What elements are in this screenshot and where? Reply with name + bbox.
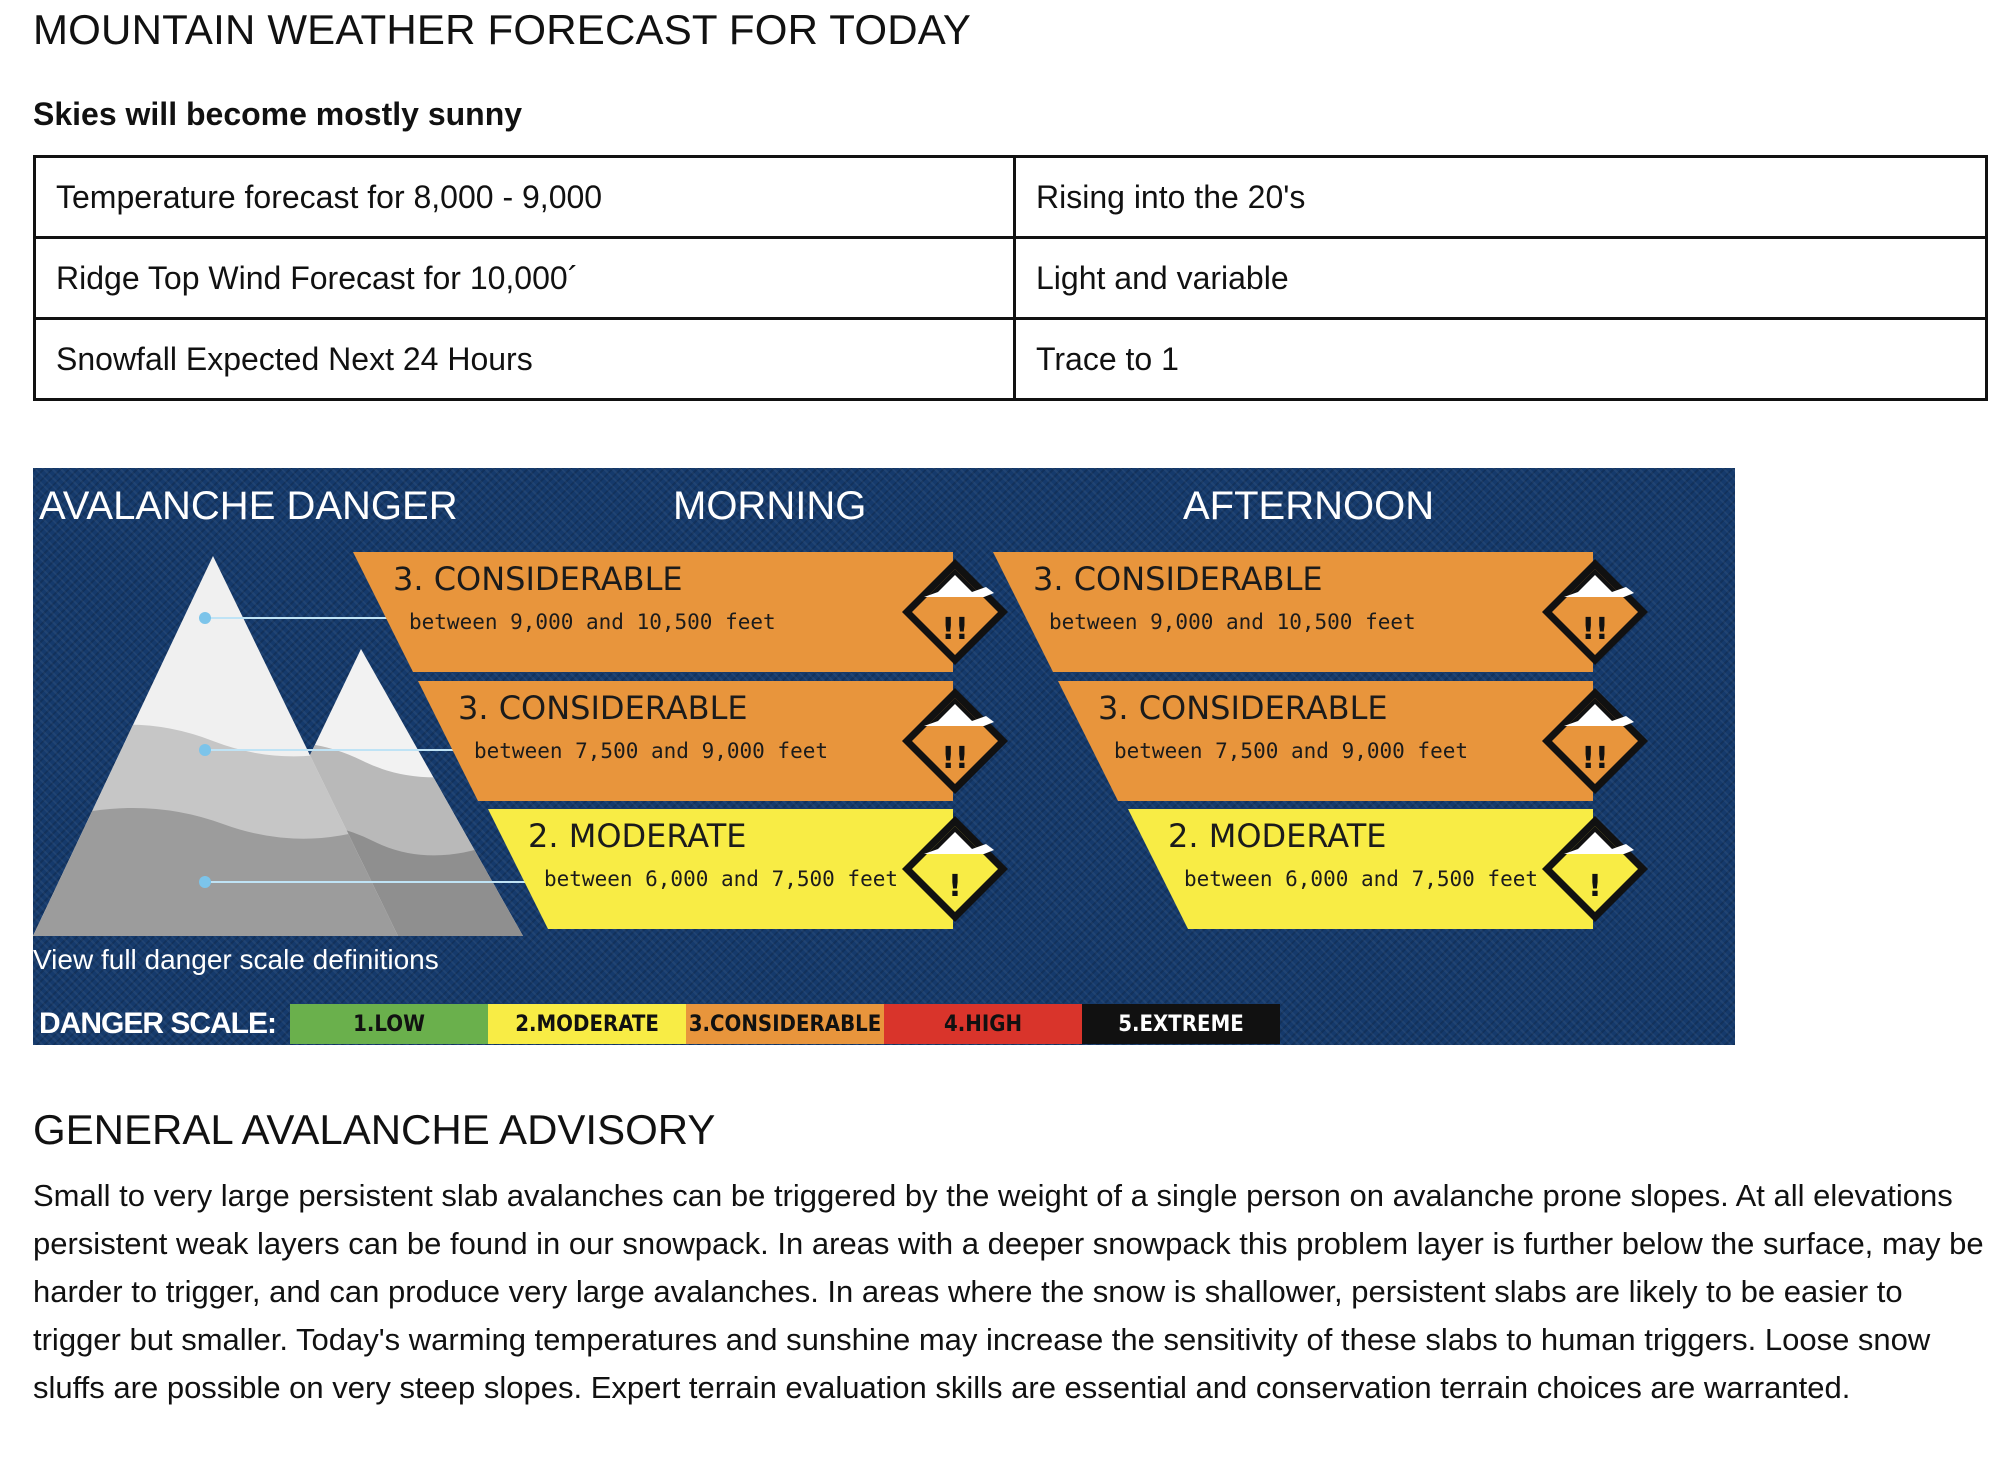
weather-table <box>33 155 1988 401</box>
danger-rating: 2. MODERATE <box>1168 817 1387 855</box>
danger-scale-label: DANGER SCALE: <box>39 1007 277 1040</box>
considerable-danger-icon <box>1540 557 1650 667</box>
svg-text:!!: !! <box>1581 612 1609 647</box>
danger-scale-link[interactable]: View full danger scale definitions <box>33 944 439 975</box>
morning-level-lower <box>488 809 1048 929</box>
danger-rating: 3. CONSIDERABLE <box>393 560 683 598</box>
advisory-text: Small to very large persistent slab avalanches can be triggered by the weight of a single person on avalanche prone slopes. At all elevations persistent weak layers can be found in our snowpack. In areas with a deeper snowpack this problem layer is further below the surface, may be harder to trigger, and can produce very large avalanches. In areas where the snow is shallower, persistent slabs are likely to be easier to trigger but smaller. Today's warming temperatures and sunshine may increase the sensitivity of these slabs to human triggers. Loose snow sluffs are possible on very steep slopes. Expert terrain evaluation skills are essential and conservation terrain choices are warranted. <box>33 1178 1984 1405</box>
weather-label: Ridge Top Wind Forecast for 10,000´ <box>35 238 1015 319</box>
danger-rating: 3. CONSIDERABLE <box>1098 689 1388 727</box>
scale-considerable: 3.CONSIDERABLE <box>686 1004 884 1044</box>
table-row <box>35 238 1987 319</box>
elevation-range: between 6,000 and 7,500 feet <box>544 867 899 891</box>
danger-rating: 2. MODERATE <box>528 817 747 855</box>
danger-rating: 3. CONSIDERABLE <box>458 689 748 727</box>
scale-low: 1.LOW <box>290 1004 488 1044</box>
danger-scale <box>33 1004 1280 1044</box>
avalanche-danger-banner <box>33 468 1735 1045</box>
table-row <box>35 157 1987 238</box>
afternoon-level-upper <box>993 552 1693 672</box>
morning-level-middle <box>418 681 1018 801</box>
scale-high: 4.HIGH <box>884 1004 1082 1044</box>
scale-moderate: 2.MODERATE <box>488 1004 686 1044</box>
svg-text:!: ! <box>948 869 962 904</box>
considerable-danger-icon <box>900 686 1010 796</box>
considerable-danger-icon <box>1540 686 1650 796</box>
table-row <box>35 319 1987 400</box>
weather-label: Snowfall Expected Next 24 Hours <box>35 319 1015 400</box>
svg-text:!!: !! <box>941 741 969 776</box>
advisory-title: GENERAL AVALANCHE ADVISORY <box>33 1106 716 1153</box>
afternoon-level-lower <box>1128 809 1708 929</box>
elevation-range: between 7,500 and 9,000 feet <box>1114 739 1469 763</box>
weather-value: Rising into the 20's <box>1015 157 1987 238</box>
afternoon-label: AFTERNOON <box>1183 484 1435 528</box>
svg-text:!!: !! <box>1581 741 1609 776</box>
danger-title: AVALANCHE DANGER <box>39 484 458 528</box>
svg-text:!: ! <box>1588 869 1602 904</box>
morning-level-upper <box>353 552 1013 672</box>
moderate-danger-icon <box>900 814 1010 924</box>
elevation-range: between 9,000 and 10,500 feet <box>409 610 776 634</box>
afternoon-level-middle <box>1058 681 1698 801</box>
scale-extreme: 5.EXTREME <box>1082 1004 1280 1044</box>
elevation-range: between 7,500 and 9,000 feet <box>474 739 829 763</box>
moderate-danger-icon <box>1540 814 1650 924</box>
weather-title: MOUNTAIN WEATHER FORECAST FOR TODAY <box>33 6 972 53</box>
elevation-range: between 9,000 and 10,500 feet <box>1049 610 1416 634</box>
elevation-range: between 6,000 and 7,500 feet <box>1184 867 1539 891</box>
weather-value: Trace to 1 <box>1015 319 1987 400</box>
danger-rating: 3. CONSIDERABLE <box>1033 560 1323 598</box>
weather-label: Temperature forecast for 8,000 - 9,000 <box>35 157 1015 238</box>
weather-value: Light and variable <box>1015 238 1987 319</box>
morning-label: MORNING <box>673 484 867 528</box>
weather-subtitle: Skies will become mostly sunny <box>33 96 523 132</box>
svg-text:!!: !! <box>941 612 969 647</box>
